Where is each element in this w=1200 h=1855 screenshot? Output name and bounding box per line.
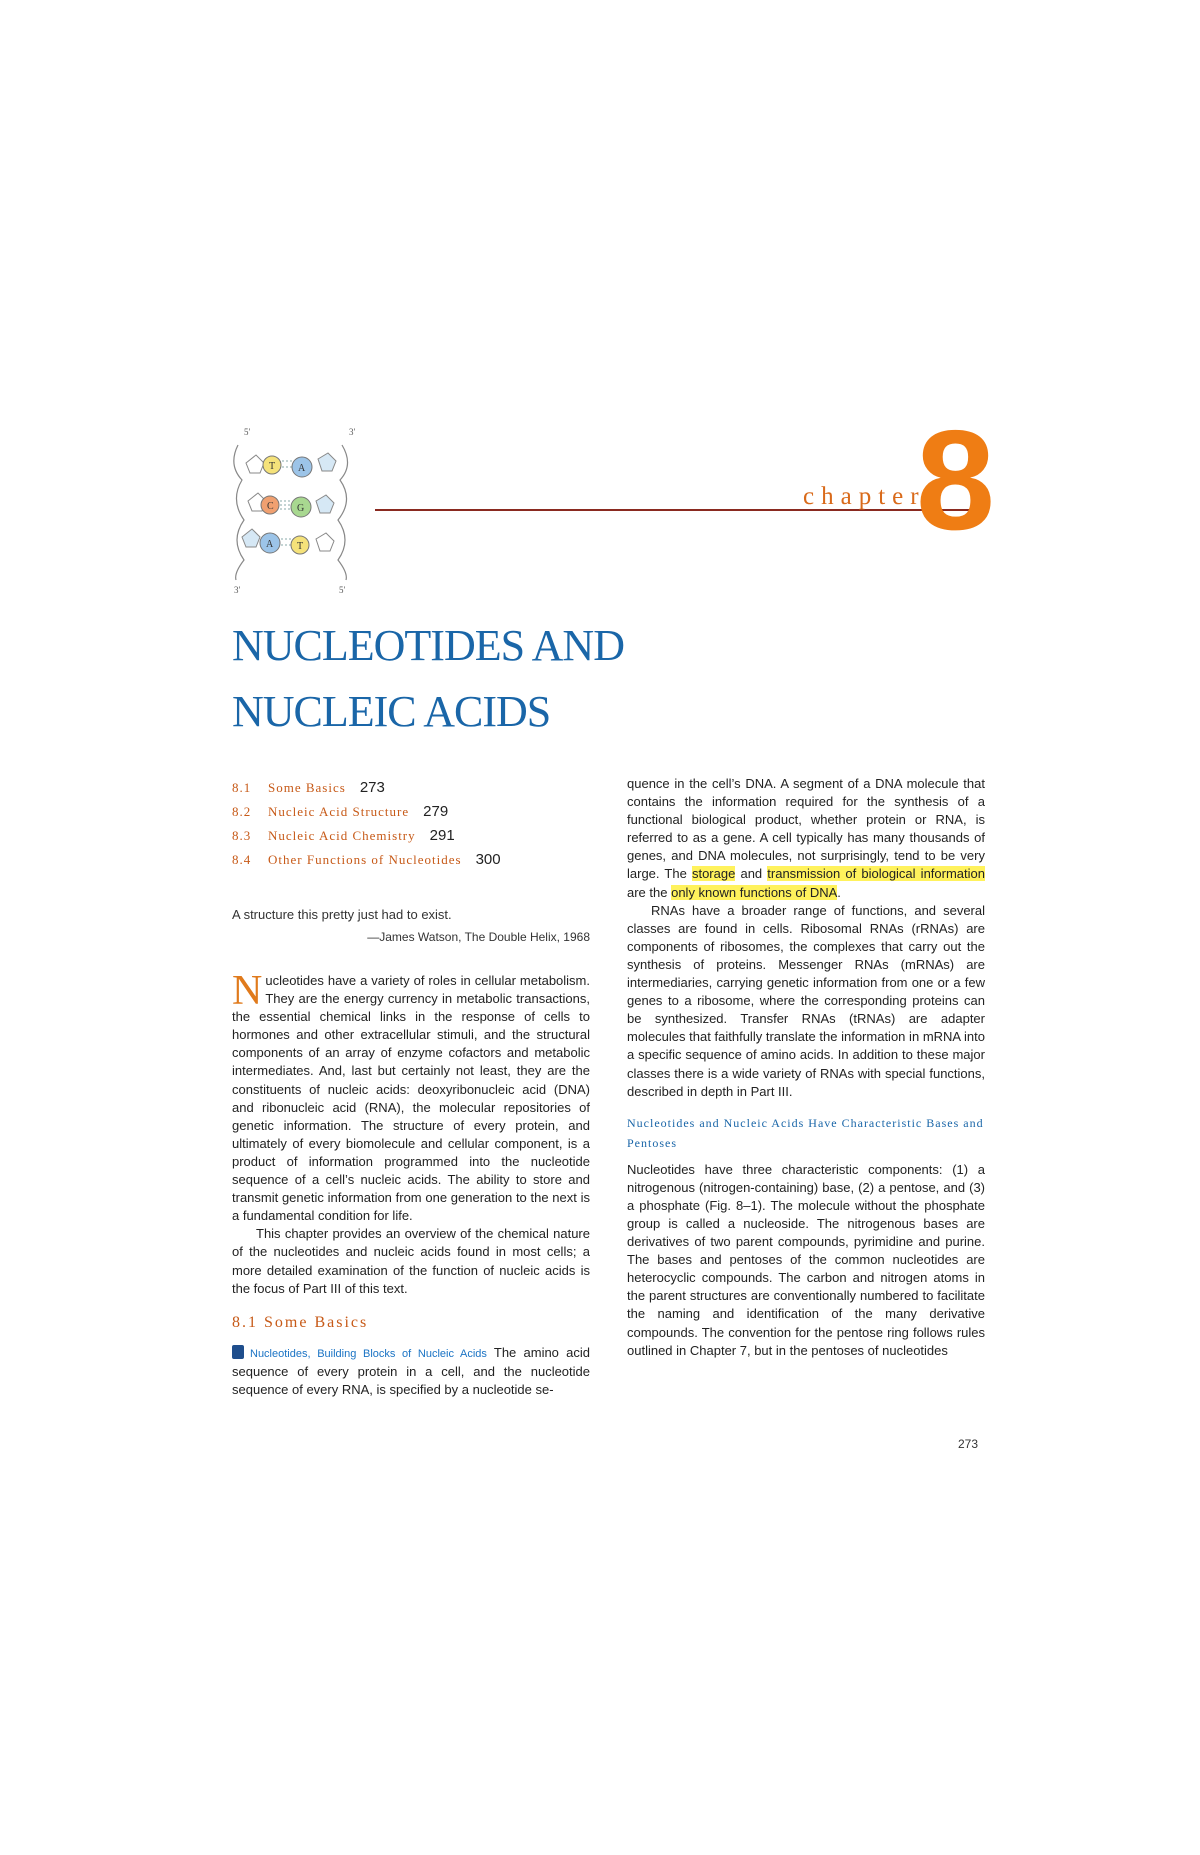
chapter-label: chapter — [803, 483, 926, 510]
figure-label-5prime-bottom: 5′ — [339, 585, 346, 595]
chapter-title-line-1: NUCLEOTIDES AND — [232, 621, 624, 670]
figure-label-3prime-bottom: 3′ — [234, 585, 241, 595]
subsection-heading: Nucleotides and Nucleic Acids Have Characteristic Bases and Pentoses — [627, 1115, 984, 1150]
toc-page: 273 — [359, 779, 385, 796]
sugar-ring — [246, 455, 264, 473]
components-paragraph: Nucleotides have three characteristic components: (1) a nitrogenous (nitrogen-containing) base, (2) a pentose, and (3) a phosphate (Fig. 8–1). The molecule without the phosphate group is called a nucleoside. The nitrogenous bases are derivatives of two parent compounds, pyrimidine and purine. The bases and pentoses of the common nucleotides are heterocyclic compounds. The carbon and nitrogen atoms in the parent structures are conventionally numbered to facilitate the naming and identification of the many derivative compounds. The convention for the pentose ring follows rules outlined in Chapter 7, but in the pentoses of nucleotides — [627, 1161, 985, 1358]
toc-page: 300 — [475, 851, 501, 868]
gene-paragraph-are: are the — [627, 884, 672, 900]
toc-entry[interactable] — [232, 847, 501, 871]
backbone-right — [338, 445, 348, 580]
sugar-ring — [316, 495, 334, 513]
epigraph-quote: A structure this pretty just had to exist. — [232, 907, 452, 922]
gene-paragraph-and: and — [735, 866, 768, 882]
media-link[interactable]: Nucleotides, Building Blocks of Nucleic Acids — [250, 1347, 487, 1360]
drop-cap: N — [232, 968, 263, 1014]
base-label: G — [297, 503, 305, 514]
intro-paragraph-2: This chapter provides an overview of the chemical nature of the nucleotides and nucleic acids found in most cells; a more detailed examination of the function of nucleic acids is the focus of Part III of this text. — [232, 1226, 590, 1296]
base-label: A — [298, 463, 306, 474]
toc-number: 8.4 — [232, 852, 252, 867]
epigraph — [232, 904, 590, 948]
highlight-transmission[interactable]: transmission of biological information — [767, 866, 985, 882]
section-heading-8-1: 8.1 Some Basics — [232, 1313, 369, 1331]
intro-paragraph-1-text: ucleotides have a variety of roles in cellular metabolism. They are the energy currency in metabolic transactions, the essential chemical links in the response of cells to hormones and other extracellular stimuli, and the structural components of an array of enzyme cofactors and metabolic intermediates. And, last but certainly not least, they are the constituents of nucleic acids: deoxyribonucleic acid (DNA) and ribonucleic acid (RNA), the molecular repositories of genetic information. The structure of every protein, and ultimately of every biomolecule and cellular component, is a product of information programmed into the nucleotide sequence of a cell’s nucleic acids. The ability to store and transmit genetic information from one generation to the next is a fundamental condition for life. — [232, 973, 590, 1224]
chapter-contents — [232, 775, 501, 871]
rna-paragraph: RNAs have a broader range of functions, and several classes are found in cells. Ribosomal RNAs (rRNAs) are components of ribosomes, the complexes that carry out the synthesis of proteins. Messenger RNAs (mRNAs) are intermediaries, carrying genetic information from one or a few genes to a ribosome, where the corresponding proteins can be synthesized. Transfer RNAs (tRNAs) are adapter molecules that faithfully translate the information in mRNA into a specific sequence of amino acids. In addition to these major classes there is a wide variety of RNAs with special functions, described in depth in Part III. — [627, 902, 985, 1099]
base-label: T — [297, 541, 304, 552]
base-label: C — [267, 501, 274, 512]
chapter-title-line-2: NUCLEIC ACIDS — [232, 687, 551, 736]
base-label: A — [266, 539, 274, 550]
left-column — [232, 968, 590, 1399]
intro-paragraph-1 — [232, 968, 590, 1225]
right-column — [627, 775, 985, 1360]
dna-base-pair-figure — [224, 425, 364, 595]
figure-label-3prime-top: 3′ — [349, 427, 356, 437]
gene-paragraph — [627, 775, 985, 902]
toc-title: Some Basics — [268, 780, 346, 795]
toc-page: 279 — [423, 803, 449, 820]
toc-entry[interactable] — [232, 799, 501, 823]
toc-title: Nucleic Acid Structure — [268, 804, 410, 819]
highlight-storage[interactable]: storage — [691, 866, 736, 882]
highlight-only-known-functions[interactable]: only known functions of DNA — [671, 884, 838, 900]
toc-number: 8.3 — [232, 828, 252, 843]
page-number: 273 — [958, 1437, 979, 1451]
chapter-number: 8 — [916, 401, 995, 560]
toc-title: Nucleic Acid Chemistry — [268, 828, 416, 843]
toc-page: 291 — [429, 827, 455, 844]
backbone-left — [234, 445, 244, 580]
toc-number: 8.2 — [232, 804, 252, 819]
gene-paragraph-end: . — [837, 884, 841, 900]
figure-label-5prime-top: 5′ — [244, 427, 251, 437]
gene-paragraph-text: quence in the cell’s DNA. A segment of a DNA molecule that contains the information required for the synthesis of a functional biological product, whether protein or RNA, is referred to as a gene. A cell typically has many thousands of genes, and DNA molecules, not surprisingly, tend to be very large. The — [627, 776, 985, 882]
toc-entry[interactable] — [232, 775, 501, 799]
epigraph-attribution: —James Watson, The Double Helix, 1968 — [367, 930, 590, 944]
section-paragraph-1-text: The amino acid sequence of every protein in a cell, and the nucleotide sequence of every RNA, is specified by a nucleotide se- — [232, 1344, 590, 1397]
media-icon[interactable] — [232, 1345, 244, 1359]
toc-title: Other Functions of Nucleotides — [268, 852, 462, 867]
section-paragraph-1 — [232, 1344, 590, 1399]
sugar-ring — [242, 529, 260, 547]
toc-entry[interactable] — [232, 823, 501, 847]
base-label: T — [269, 461, 276, 472]
toc-number: 8.1 — [232, 780, 252, 795]
sugar-ring — [316, 533, 334, 551]
sugar-ring — [318, 453, 336, 471]
